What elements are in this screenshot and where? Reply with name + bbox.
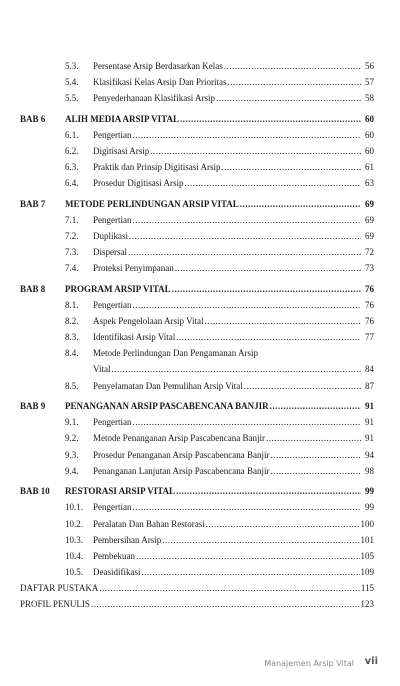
section-number: 5.3. <box>65 61 79 71</box>
section-number: 10.2. <box>65 518 83 529</box>
section-number: 7.3. <box>65 247 79 258</box>
dot-leader <box>136 548 360 564</box>
chapter-title: METODE PERLINDUNGAN ARSIP VITAL <box>65 198 239 209</box>
chapter-title: PENANGANAN ARSIP PASCABENCANA BANJIR <box>65 401 269 412</box>
section-number: 8.3. <box>65 332 79 343</box>
toc-section-entry[interactable] <box>20 159 374 175</box>
section-number: 5.4. <box>65 77 79 88</box>
section-number: 8.2. <box>65 316 79 327</box>
dot-leader <box>266 430 361 446</box>
toc-section-entry[interactable] <box>20 329 374 345</box>
chapter-number: BAB 10 <box>20 486 50 497</box>
section-number: 8.5. <box>65 380 79 391</box>
dot-leader <box>142 564 360 580</box>
section-number: 5.5. <box>65 93 79 104</box>
toc-section-entry[interactable] <box>20 548 374 564</box>
section-number: 7.1. <box>65 215 79 226</box>
section-title: Pengertian <box>93 215 132 226</box>
section-title: Metode Penanganan Arsip Pascabencana Banjir <box>93 433 265 444</box>
section-number: 9.2. <box>65 433 79 444</box>
chapter-title: PROGRAM ARSIP VITAL <box>65 284 171 294</box>
page-number: 72 <box>365 247 374 258</box>
page-number: 56 <box>365 61 374 71</box>
toc-section-entry[interactable] <box>20 499 374 515</box>
section-number: 9.4. <box>65 465 79 476</box>
dot-leader <box>128 244 361 260</box>
toc-section-entry[interactable] <box>20 58 374 74</box>
toc-chapter-entry[interactable] <box>20 111 374 127</box>
section-number: 8.1. <box>65 300 79 311</box>
toc-section-entry[interactable] <box>20 414 374 430</box>
section-title: PROFIL PENULIS <box>20 598 90 609</box>
toc-section-entry[interactable] <box>20 516 374 532</box>
dot-leader <box>162 532 359 548</box>
section-title: Penyederhanaan Klasifikasi Arsip <box>93 93 215 104</box>
toc-chapter-entry[interactable] <box>20 398 374 414</box>
dot-leader <box>172 281 361 297</box>
page-number: 73 <box>365 263 374 274</box>
footer-book-title: Manajemen Arsip Vital <box>264 659 354 668</box>
section-number: 10.1. <box>65 502 83 513</box>
section-number: 6.4. <box>65 178 79 189</box>
section-title: Pengertian <box>93 417 132 428</box>
toc-section-entry[interactable] <box>20 430 374 446</box>
dot-leader <box>270 398 361 414</box>
section-title: Pengertian <box>93 502 132 513</box>
section-title: Prosedur Digitisasi Arsip <box>93 178 184 189</box>
page-number: 61 <box>365 162 374 173</box>
section-title: Duplikasi <box>93 231 128 242</box>
section-title: Persentase Arsip Berdasarkan Kelas <box>93 61 223 71</box>
section-number: 7.2. <box>65 231 79 242</box>
page-number: 69 <box>365 198 374 209</box>
page-number: 76 <box>365 284 374 294</box>
dot-leader <box>129 228 361 244</box>
toc-section-entry[interactable] <box>20 313 374 329</box>
page-number: 69 <box>365 231 374 242</box>
page-number: 105 <box>360 550 374 561</box>
toc-section-entry[interactable] <box>20 90 374 106</box>
page-number: 87 <box>365 380 374 391</box>
dot-leader <box>133 297 362 313</box>
section-title: Pengertian <box>93 129 132 140</box>
toc-section-entry[interactable] <box>20 244 374 260</box>
section-title: Deasidifikasi <box>93 566 141 577</box>
dot-leader <box>176 329 361 345</box>
section-number: 10.5. <box>65 566 83 577</box>
dot-leader <box>175 260 361 276</box>
page-number: 76 <box>365 316 374 327</box>
section-title-continued: Vital <box>93 364 111 375</box>
section-title: Penanganan Lanjutan Arsip Pascabencana Banjir <box>93 465 270 476</box>
section-title: Dispersal <box>93 247 127 258</box>
page-number: 60 <box>365 146 374 157</box>
section-title: Digitisasi Arsip <box>93 146 150 157</box>
page-number: 69 <box>365 215 374 226</box>
table-of-contents <box>20 58 374 612</box>
page-number: 115 <box>360 582 374 593</box>
section-title: Identifikasi Arsip Vital <box>93 332 176 343</box>
toc-chapter-entry[interactable] <box>20 483 374 499</box>
section-title: Pengertian <box>93 300 132 311</box>
page-number: 63 <box>365 178 374 189</box>
toc-chapter-entry[interactable] <box>20 196 374 212</box>
section-number: 6.2. <box>65 146 79 157</box>
section-number: 9.3. <box>65 449 79 460</box>
dot-leader <box>133 414 362 430</box>
toc-section-entry[interactable] <box>20 532 374 548</box>
section-number: 10.4. <box>65 550 83 561</box>
page-number: 91 <box>365 417 374 428</box>
page-number: 77 <box>365 332 374 343</box>
section-number: 6.1. <box>65 129 79 140</box>
dot-leader <box>227 74 361 90</box>
section-title: Praktik dan Prinsip Digitisasi Arsip <box>93 162 221 173</box>
dot-leader <box>133 127 362 143</box>
page-number: 94 <box>365 449 374 460</box>
section-number: 10.3. <box>65 534 83 545</box>
dot-leader <box>91 596 360 612</box>
toc-section-entry-continued[interactable] <box>20 361 374 377</box>
section-title: Pembekuan <box>93 550 135 561</box>
page-number: 123 <box>360 598 374 609</box>
toc-section-entry[interactable] <box>20 345 374 361</box>
toc-section-entry[interactable] <box>20 260 374 276</box>
toc-section-entry[interactable] <box>20 447 374 463</box>
page-number: 99 <box>365 502 374 513</box>
page-number: 109 <box>360 566 374 577</box>
toc-chapter-entry[interactable] <box>20 281 374 297</box>
chapter-title: RESTORASI ARSIP VITAL <box>65 486 176 497</box>
dot-leader <box>111 361 361 377</box>
footer-page-number: vii <box>364 656 378 667</box>
section-title: Proteksi Penyimpanan <box>93 263 174 274</box>
dot-leader <box>176 483 361 499</box>
toc-section-entry[interactable] <box>20 378 374 394</box>
toc-section-entry[interactable] <box>20 143 374 159</box>
dot-leader <box>206 516 360 532</box>
page-number: 58 <box>365 93 374 104</box>
page-number: 91 <box>365 433 374 444</box>
section-title: Klasifikasi Kelas Arsip Dan Prioritas <box>93 77 227 88</box>
toc-section-entry[interactable] <box>20 297 374 313</box>
page-number: 84 <box>365 364 374 375</box>
section-number: 6.3. <box>65 162 79 173</box>
section-title: Prosedur Penanganan Arsip Pascabencana Banjir <box>93 449 270 460</box>
page-number: 57 <box>365 77 374 88</box>
dot-leader <box>244 378 361 394</box>
toc-backmatter-entry[interactable] <box>20 580 374 596</box>
dot-leader <box>205 313 361 329</box>
toc-section-entry[interactable] <box>20 564 374 580</box>
page-number: 101 <box>360 534 374 545</box>
page-number: 99 <box>365 486 374 497</box>
toc-section-entry[interactable] <box>20 212 374 228</box>
section-title: Aspek Pengelolaan Arsip Vital <box>93 316 204 327</box>
page-number: 91 <box>365 401 374 412</box>
page-number: 98 <box>365 465 374 476</box>
section-title: DAFTAR PUSTAKA <box>20 582 99 593</box>
chapter-number: BAB 9 <box>20 401 46 412</box>
dot-leader <box>185 175 361 191</box>
chapter-number: BAB 6 <box>20 113 46 124</box>
page-number: 100 <box>360 518 374 529</box>
page-footer <box>0 656 400 676</box>
dot-leader <box>133 212 362 228</box>
section-number: 9.1. <box>65 417 79 428</box>
dot-leader <box>270 463 361 479</box>
toc-backmatter-entry[interactable] <box>20 596 374 612</box>
section-number: 8.4. <box>65 348 79 359</box>
dot-leader <box>150 143 361 159</box>
dot-leader <box>270 447 361 463</box>
chapter-title: ALIH MEDIA ARSIP VITAL <box>65 113 179 124</box>
toc-section-entry[interactable] <box>20 175 374 191</box>
chapter-number: BAB 8 <box>20 284 46 294</box>
dot-leader <box>216 90 361 106</box>
section-title: Pembersihan Arsip <box>93 534 162 545</box>
dot-leader <box>180 111 361 127</box>
section-title: Peralatan Dan Bahan Restorasi <box>93 518 205 529</box>
toc-section-entry[interactable] <box>20 463 374 479</box>
section-title: Metode Perlindungan Dan Pengamanan Arsip <box>93 348 258 359</box>
dot-leader <box>99 580 360 596</box>
toc-section-entry[interactable] <box>20 228 374 244</box>
dot-leader <box>224 58 361 74</box>
toc-section-entry[interactable] <box>20 74 374 90</box>
dot-leader <box>133 499 362 515</box>
chapter-number: BAB 7 <box>20 198 46 209</box>
dot-leader <box>240 196 361 212</box>
page-number: 60 <box>365 129 374 140</box>
section-number: 7.4. <box>65 263 79 274</box>
dot-leader <box>222 159 361 175</box>
page-number: 60 <box>365 113 374 124</box>
toc-section-entry[interactable] <box>20 127 374 143</box>
page-number: 76 <box>365 300 374 311</box>
section-title: Penyelamatan Dan Pemulihan Arsip Vital <box>93 380 243 391</box>
